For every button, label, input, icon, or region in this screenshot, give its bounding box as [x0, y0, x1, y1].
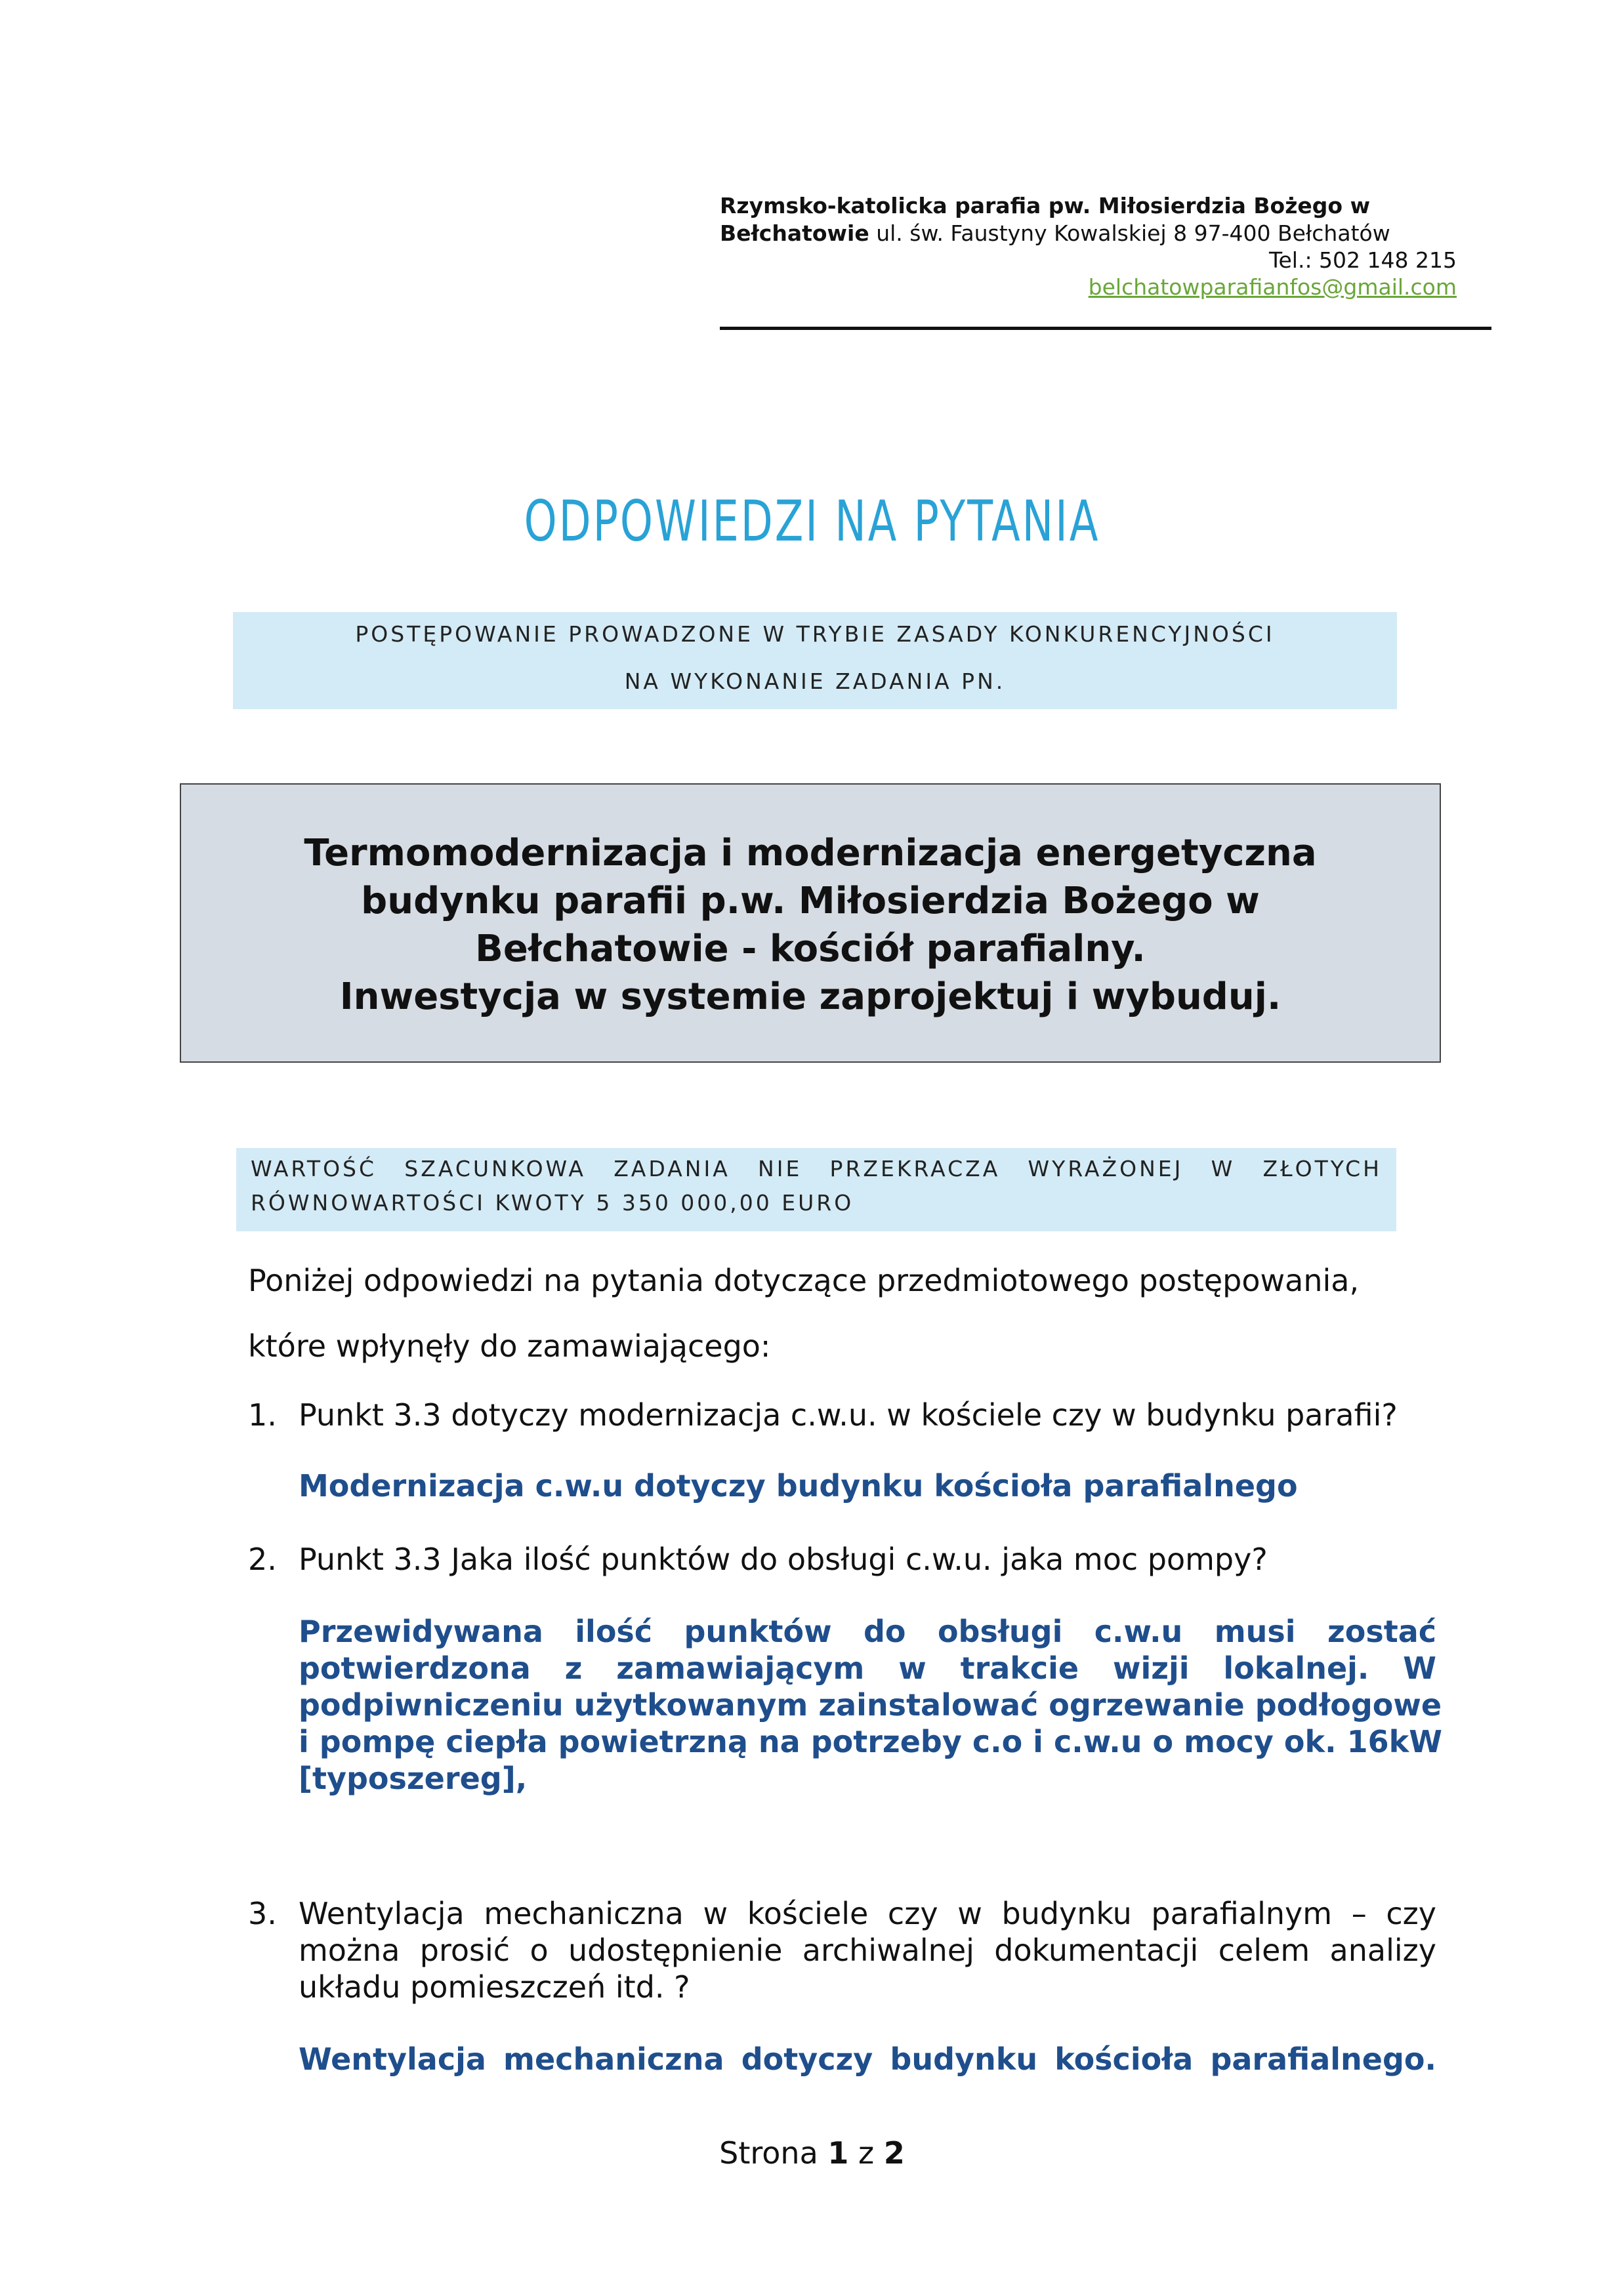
task-title-box — [180, 783, 1441, 1063]
procedure-line2: NA WYKONANIE ZADANIA PN. — [624, 668, 1006, 694]
task-title-line4: Inwestycja w systemie zaprojektuj i wybuduj. — [339, 975, 1281, 1018]
letterhead-line1: Rzymsko-katolicka parafia pw. Miłosierdzia Bożego w — [720, 193, 1371, 218]
letterhead-phone: Tel.: 502 148 215 — [1268, 247, 1457, 273]
answer-3: Wentylacja mechaniczna dotyczy budynku kościoła parafialnego. — [299, 2041, 1436, 2077]
answer-2-line3: podpiwniczeniu użytkowanym zainstalować ogrzewanie podłogowe — [299, 1687, 1442, 1723]
question-2: Punkt 3.3 Jaka ilość punktów do obsługi c.w.u. jaka moc pompy? — [299, 1542, 1268, 1577]
task-title-line2: budynku parafii p.w. Miłosierdzia Bożego w — [361, 880, 1260, 922]
letterhead-divider — [720, 327, 1491, 330]
letterhead-email-link[interactable]: belchatowparafianfos@gmail.com — [1088, 274, 1457, 300]
value-note-line2: RÓWNOWARTOŚCI KWOTY 5 350 000,00 EURO — [251, 1190, 854, 1216]
value-note-line1: WARTOŚĆ SZACUNKOWA ZADANIA NIE PRZEKRACZA WYRAŻONEJ W ZŁOTYCH — [251, 1156, 1382, 1181]
answer-2-line2: potwierdzona z zamawiającym w trakcie wizji lokalnej. W — [299, 1650, 1436, 1686]
question-1: Punkt 3.3 dotyczy modernizacja c.w.u. w kościele czy w budynku parafii? — [299, 1397, 1398, 1433]
value-note-box — [236, 1148, 1396, 1231]
page-title: ODPOWIEDZI NA PYTANIA — [524, 489, 1100, 554]
letterhead-address: Bełchatowie ul. św. Faustyny Kowalskiej 8 97-400 Bełchatów — [720, 220, 1390, 246]
task-title-line1: Termomodernizacja i modernizacja energetyczna — [304, 832, 1317, 874]
procedure-line1: POSTĘPOWANIE PROWADZONE W TRYBIE ZASADY KONKURENCYJNOŚCI — [355, 621, 1275, 647]
question-number-2: 2. — [248, 1542, 277, 1577]
question-3-line2: można prosić o udostępnienie archiwalnej dokumentacji celem analizy — [299, 1933, 1436, 1968]
question-3-line1: Wentylacja mechaniczna w kościele czy w budynku parafialnym – czy — [299, 1896, 1436, 1931]
answer-1: Modernizacja c.w.u dotyczy budynku kościoła parafialnego — [299, 1468, 1298, 1504]
procedure-box — [233, 612, 1397, 709]
intro-line2: które wpłynęły do zamawiającego: — [248, 1328, 771, 1364]
intro-line1: Poniżej odpowiedzi na pytania dotyczące przedmiotowego postępowania, — [248, 1263, 1360, 1298]
question-number-1: 1. — [248, 1397, 277, 1433]
question-3-line3: układu pomieszczeń itd. ? — [299, 1969, 690, 2005]
answer-2-line4: i pompę ciepła powietrzną na potrzeby c.o i c.w.u o mocy ok. 16kW — [299, 1724, 1442, 1759]
page-number: Strona 1 z 2 — [719, 2135, 905, 2171]
answer-2-line1: Przewidywana ilość punktów do obsługi c.w.u musi zostać — [299, 1614, 1436, 1649]
question-number-3: 3. — [248, 1896, 277, 1931]
answer-2-line5: [typoszereg], — [299, 1761, 528, 1796]
task-title-line3: Bełchatowie - kościół parafialny. — [475, 928, 1146, 970]
